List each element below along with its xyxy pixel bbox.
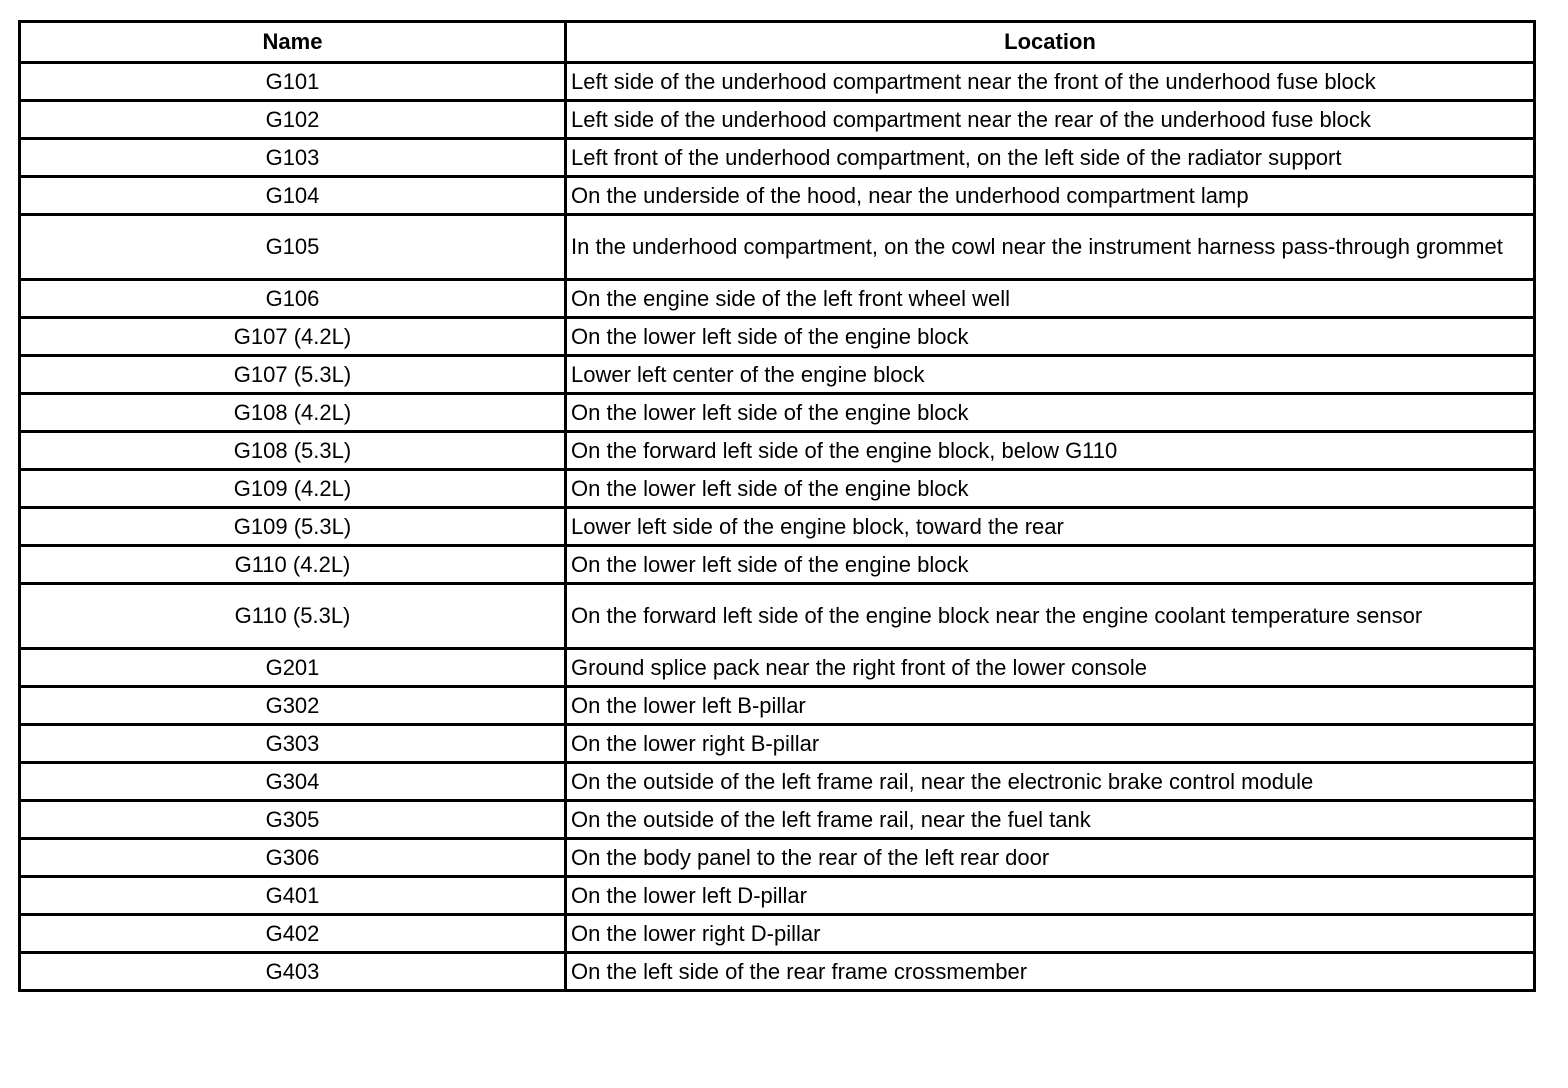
location-cell: On the lower left side of the engine block: [566, 470, 1535, 508]
table-row: [20, 432, 1535, 470]
name-cell: G101: [20, 63, 566, 101]
name-cell: G306: [20, 839, 566, 877]
table-row: [20, 953, 1535, 991]
name-cell: G103: [20, 139, 566, 177]
name-cell: G105: [20, 215, 566, 280]
table-row: [20, 546, 1535, 584]
name-cell: G107 (4.2L): [20, 318, 566, 356]
name-cell: G106: [20, 280, 566, 318]
location-cell: In the underhood compartment, on the cowl near the instrument harness pass-through grommet: [566, 215, 1535, 280]
location-cell: On the lower right B-pillar: [566, 725, 1535, 763]
table-row: [20, 584, 1535, 649]
table-row: [20, 508, 1535, 546]
name-cell: G201: [20, 649, 566, 687]
location-cell: On the lower left B-pillar: [566, 687, 1535, 725]
name-cell: G110 (5.3L): [20, 584, 566, 649]
location-cell: On the lower left D-pillar: [566, 877, 1535, 915]
table-row: [20, 687, 1535, 725]
location-cell: On the forward left side of the engine block near the engine coolant temperature sensor: [566, 584, 1535, 649]
location-cell: Lower left center of the engine block: [566, 356, 1535, 394]
table-row: [20, 915, 1535, 953]
name-cell: G304: [20, 763, 566, 801]
name-cell: G102: [20, 101, 566, 139]
name-cell: G110 (4.2L): [20, 546, 566, 584]
column-header-name: Name: [20, 22, 566, 63]
table-row: [20, 356, 1535, 394]
table-row: [20, 801, 1535, 839]
table-row: [20, 763, 1535, 801]
table-row: [20, 101, 1535, 139]
table-row: [20, 280, 1535, 318]
location-cell: Left side of the underhood compartment near the front of the underhood fuse block: [566, 63, 1535, 101]
location-cell: On the forward left side of the engine block, below G110: [566, 432, 1535, 470]
location-cell: On the lower left side of the engine block: [566, 546, 1535, 584]
column-header-location: Location: [566, 22, 1535, 63]
name-cell: G108 (4.2L): [20, 394, 566, 432]
location-cell: Lower left side of the engine block, toward the rear: [566, 508, 1535, 546]
table-row: [20, 215, 1535, 280]
table-row: [20, 318, 1535, 356]
table-row: [20, 394, 1535, 432]
location-cell: On the lower left side of the engine block: [566, 318, 1535, 356]
table-row: [20, 139, 1535, 177]
table-row: [20, 839, 1535, 877]
location-cell: Ground splice pack near the right front of the lower console: [566, 649, 1535, 687]
table-header-row: [20, 22, 1535, 63]
ground-locations-table: [18, 20, 1536, 992]
name-cell: G109 (5.3L): [20, 508, 566, 546]
location-cell: On the body panel to the rear of the left rear door: [566, 839, 1535, 877]
name-cell: G104: [20, 177, 566, 215]
table-row: [20, 725, 1535, 763]
location-cell: On the outside of the left frame rail, near the electronic brake control module: [566, 763, 1535, 801]
name-cell: G401: [20, 877, 566, 915]
name-cell: G305: [20, 801, 566, 839]
name-cell: G108 (5.3L): [20, 432, 566, 470]
location-cell: On the underside of the hood, near the underhood compartment lamp: [566, 177, 1535, 215]
name-cell: G403: [20, 953, 566, 991]
location-cell: On the engine side of the left front wheel well: [566, 280, 1535, 318]
table-row: [20, 877, 1535, 915]
table-row: [20, 470, 1535, 508]
location-cell: On the outside of the left frame rail, near the fuel tank: [566, 801, 1535, 839]
name-cell: G303: [20, 725, 566, 763]
name-cell: G302: [20, 687, 566, 725]
location-cell: On the lower right D-pillar: [566, 915, 1535, 953]
location-cell: On the lower left side of the engine block: [566, 394, 1535, 432]
table-row: [20, 177, 1535, 215]
name-cell: G109 (4.2L): [20, 470, 566, 508]
name-cell: G107 (5.3L): [20, 356, 566, 394]
table-row: [20, 63, 1535, 101]
table-row: [20, 649, 1535, 687]
location-cell: On the left side of the rear frame crossmember: [566, 953, 1535, 991]
location-cell: Left side of the underhood compartment near the rear of the underhood fuse block: [566, 101, 1535, 139]
name-cell: G402: [20, 915, 566, 953]
location-cell: Left front of the underhood compartment, on the left side of the radiator support: [566, 139, 1535, 177]
